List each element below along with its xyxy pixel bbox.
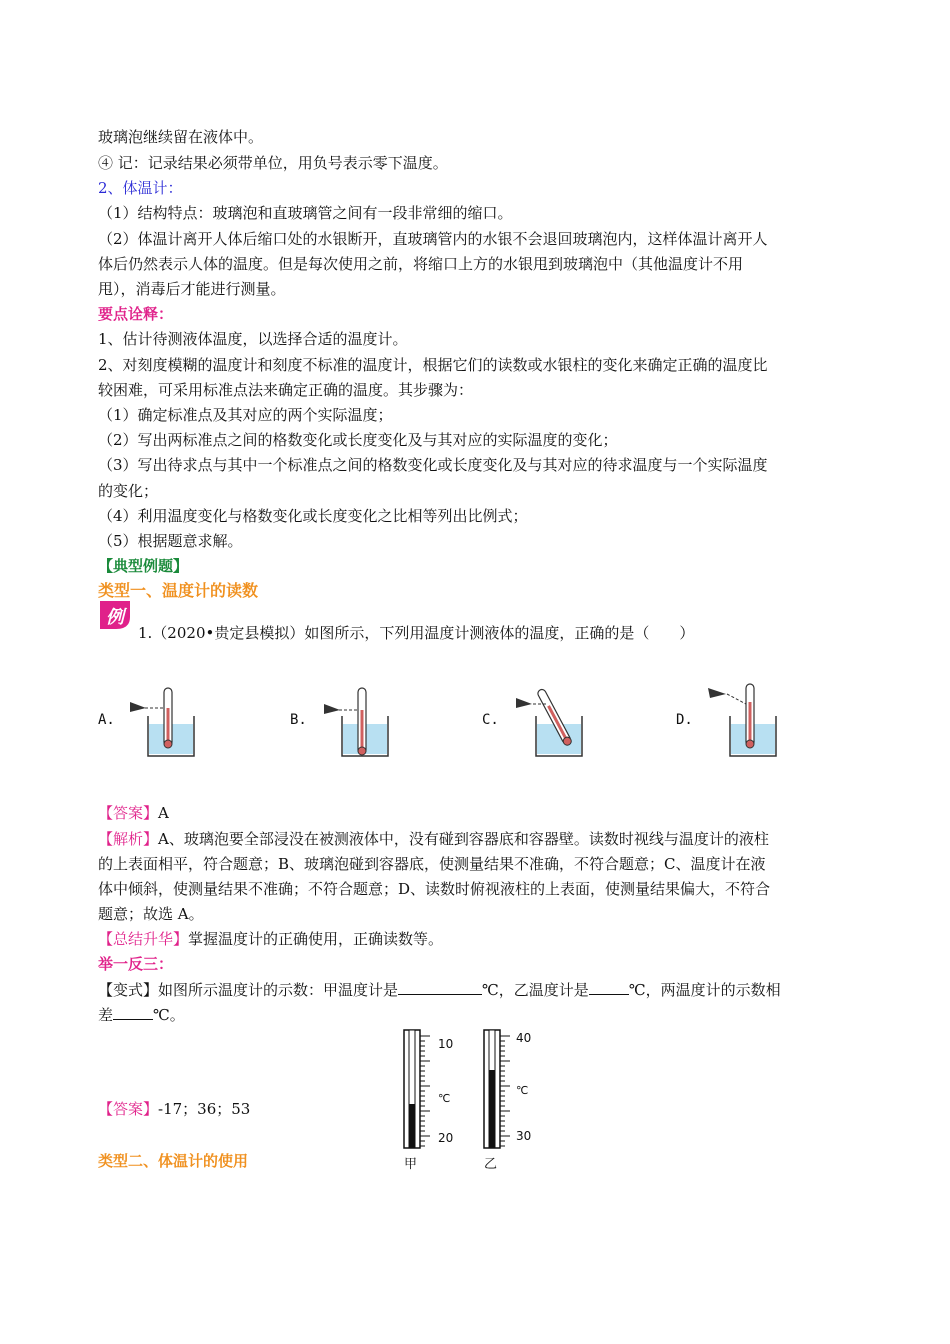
yi-bottom-label: 30 xyxy=(516,1129,532,1143)
text-line: 体中倾斜，使测量结果不准确；不符合题意；D、读数时俯视液柱的上表面，使测量结果偏大，不符合 xyxy=(98,880,771,898)
thermometer-yi xyxy=(484,1030,531,1172)
analysis-line xyxy=(98,828,769,850)
option-b-label: B. xyxy=(290,712,307,728)
text-line: ④ 记：记录结果必须带单位，用负号表示零下温度。 xyxy=(98,154,448,172)
text-line: 2、对刻度模糊的温度计和刻度不标准的温度计，根据它们的读数或水银柱的变化来确定正确的温度比 xyxy=(98,356,768,374)
option-c-diagram xyxy=(516,688,582,756)
thermometer-jia xyxy=(404,1030,453,1172)
text-line: 1、估计待测液体温度，以选择合适的温度计。 xyxy=(98,330,408,348)
yi-name: 乙 xyxy=(484,1157,498,1172)
type-two-heading: 类型二、体温计的使用 xyxy=(98,1152,249,1170)
text-line: 的上表面相平，符合题意；B、玻璃泡碰到容器底，使测量结果不准确，不符合题意；C、温度计在液 xyxy=(98,855,766,873)
question-1: 1.（2020•贵定县模拟）如图所示，下列用温度计测液体的温度，正确的是（ ） xyxy=(138,624,695,642)
yi-unit: ℃ xyxy=(516,1084,529,1097)
answer-2 xyxy=(98,1098,250,1120)
variant-tag: 【变式】 xyxy=(98,981,159,999)
answer-1 xyxy=(98,802,169,824)
text-line: （5）根据题意求解。 xyxy=(98,532,243,550)
jia-unit: ℃ xyxy=(438,1092,451,1105)
text-line: （1）确定标准点及其对应的两个实际温度； xyxy=(98,406,393,424)
analysis-tag: 【解析】 xyxy=(98,830,159,848)
answer-value: A xyxy=(158,804,169,822)
text-line: 玻璃泡继续留在液体中。 xyxy=(98,128,264,146)
variant-text-b: ℃，乙温度计是 xyxy=(482,981,589,999)
text-line: （2）体温计离开人体后缩口处的水银断开，直玻璃管内的水银不会退回玻璃泡内，这样体温计离开人 xyxy=(98,230,768,248)
yi-top-label: 40 xyxy=(516,1031,532,1045)
text-line: （4）利用温度变化与格数变化或长度变化之比相等列出比例式； xyxy=(98,507,528,525)
blank-jia[interactable] xyxy=(398,978,482,995)
section-heading: 2、体温计： xyxy=(98,179,183,197)
option-b-diagram xyxy=(324,688,388,756)
answer-tag: 【答案】 xyxy=(98,1100,159,1118)
text-line: 较困难，可采用标准点法来确定正确的温度。其步骤为： xyxy=(98,381,474,399)
text-line: 甩），消毒后才能进行测量。 xyxy=(98,280,286,298)
option-a-label: A. xyxy=(98,712,115,728)
answer-value: -17；36；53 xyxy=(158,1100,251,1118)
answer-tag: 【答案】 xyxy=(98,804,159,822)
jia-name: 甲 xyxy=(404,1157,418,1172)
text-line: （3）写出待求点与其中一个标准点之间的格数变化或长度变化及与其对应的待求温度与一个实际温度 xyxy=(98,456,768,474)
text-line: （1）结构特点：玻璃泡和直玻璃管之间有一段非常细的缩口。 xyxy=(98,204,513,222)
text-line: 题意；故选 A。 xyxy=(98,905,204,923)
example-badge-label: 例 xyxy=(106,607,124,628)
analysis-text: A、玻璃泡要全部浸没在被测液体中，没有碰到容器底和容器壁。读数时视线与温度计的液柱 xyxy=(158,830,769,848)
variant-question-cont xyxy=(98,1003,185,1026)
summary-line xyxy=(98,928,443,950)
text-line: （2）写出两标准点之间的格数变化或长度变化及与其对应的实际温度的变化； xyxy=(98,431,618,449)
option-d-label: D. xyxy=(676,712,693,728)
type-one-heading: 类型一、温度计的读数 xyxy=(98,581,259,600)
jia-top-label: 10 xyxy=(438,1037,454,1051)
two-thermometers-figure xyxy=(386,1022,546,1174)
text-line: 体后仍然表示人体的温度。但是每次使用之前，将缩口上方的水银甩到玻璃泡中（其他温度计不用 xyxy=(98,255,744,273)
variant-text-d: 差 xyxy=(98,1006,114,1024)
option-a-diagram xyxy=(130,688,194,756)
summary-tag: 【总结升华】 xyxy=(98,930,189,948)
typical-examples-heading: 【典型例题】 xyxy=(98,557,189,575)
jia-bottom-label: 20 xyxy=(438,1131,454,1145)
summary-text: 掌握温度计的正确使用，正确读数等。 xyxy=(188,930,444,948)
thermometer-options-figure xyxy=(120,680,840,762)
example-badge xyxy=(96,599,132,631)
variant-text-e: ℃。 xyxy=(153,1006,185,1024)
key-points-heading: 要点诠释： xyxy=(98,305,174,323)
option-c-label: C. xyxy=(482,712,499,728)
blank-yi[interactable] xyxy=(589,978,629,995)
text-line: 的变化； xyxy=(98,482,159,500)
practice-heading: 举一反三： xyxy=(98,955,174,973)
variant-question xyxy=(98,978,781,1001)
variant-text-c: ℃，两温度计的示数相 xyxy=(628,981,781,999)
variant-text-a: 如图所示温度计的示数：甲温度计是 xyxy=(158,981,399,999)
option-d-diagram xyxy=(708,684,776,756)
blank-diff[interactable] xyxy=(113,1003,153,1020)
